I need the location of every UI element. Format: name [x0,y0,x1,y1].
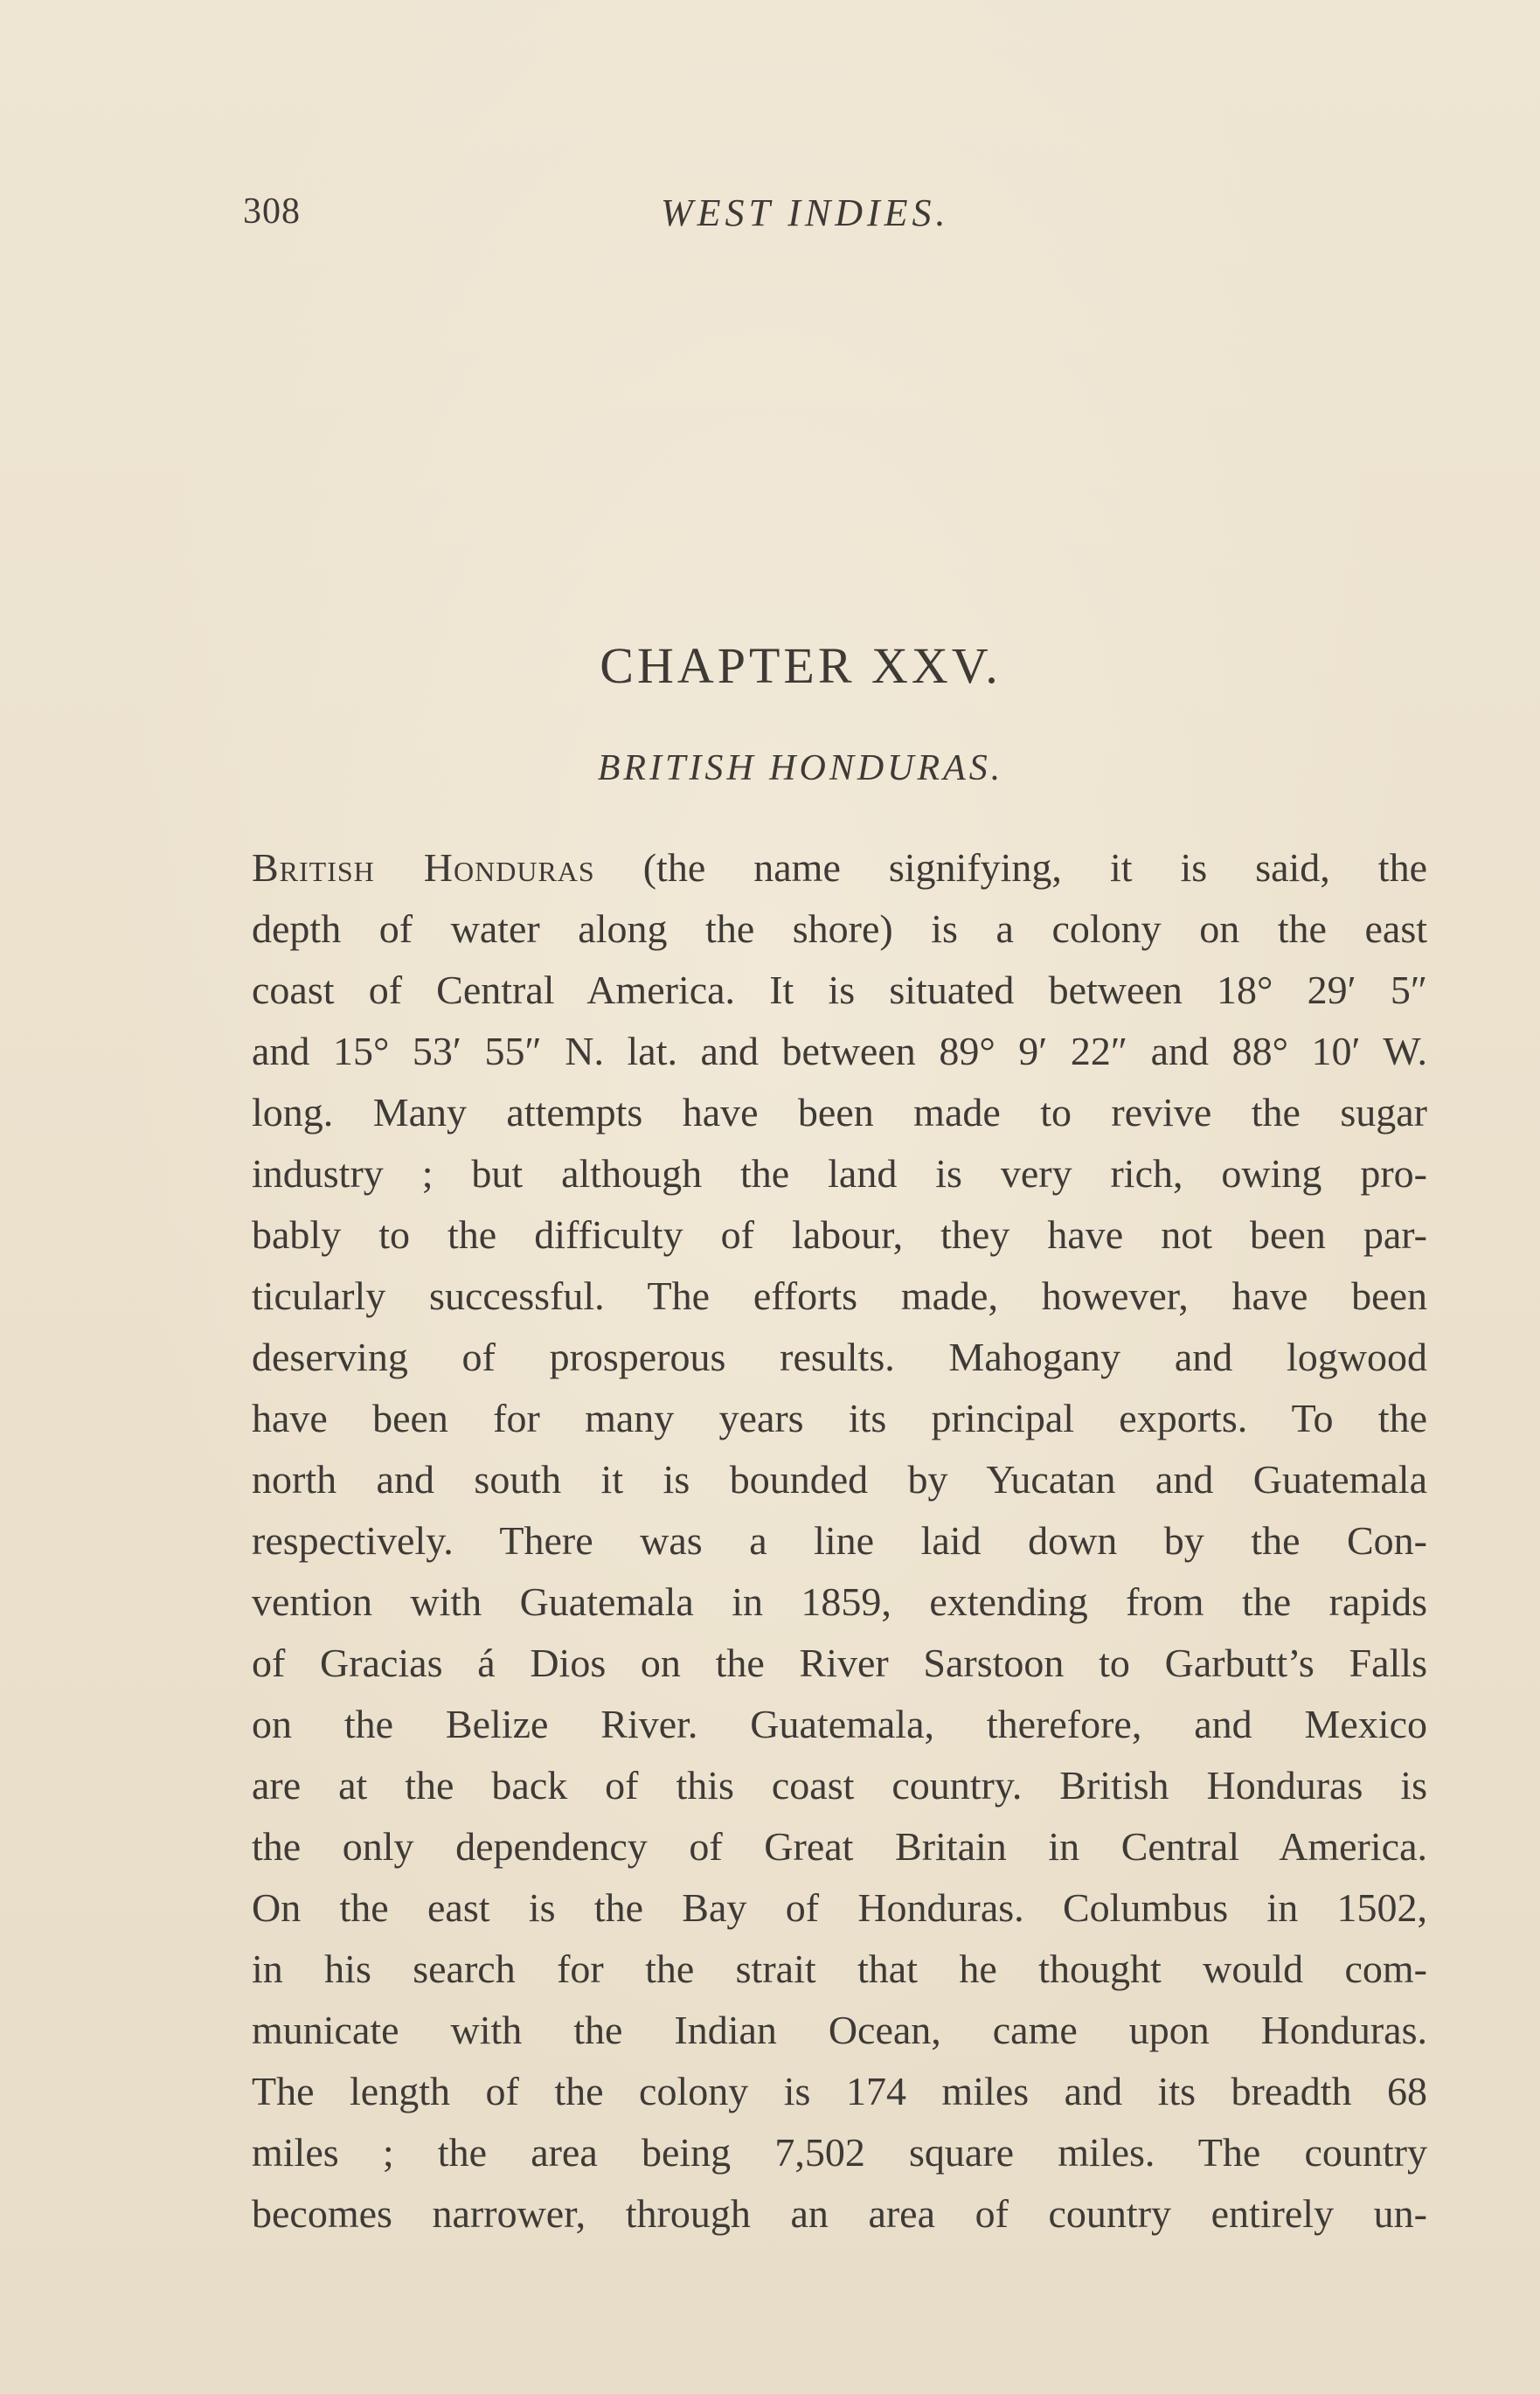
text-line: depth of water along the shore) is a colony on the east [252,906,1427,951]
text-line-content: (the name signifying, it is said, the [594,845,1427,890]
text-line: the only dependency of Great Britain in Central America. [252,1824,1427,1869]
text-line: industry ; but although the land is very rich, owing pro- [252,1151,1427,1196]
text-line: are at the back of this coast country. British Honduras is [252,1763,1427,1808]
text-line: respectively. There was a line laid down by the Con- [252,1518,1427,1563]
text-line: The length of the colony is 174 miles and its breadth 68 [252,2069,1427,2113]
text-line: on the Belize River. Guatemala, therefore, and Mexico [252,1702,1427,1746]
text-line: ticularly successful. The efforts made, however, have been [252,1273,1427,1318]
text-line: municate with the Indian Ocean, came upon Honduras. [252,2008,1427,2052]
text-line: have been for many years its principal exports. To the [252,1396,1427,1440]
text-line: miles ; the area being 7,502 square miles. The country [252,2130,1427,2175]
text-line: vention with Guatemala in 1859, extending from the rapids [252,1579,1427,1624]
text-line: in his search for the strait that he thought would com- [252,1946,1427,1991]
chapter-heading: CHAPTER XXV. [600,637,1002,694]
body-paragraph [252,837,1427,2245]
text-line: north and south it is bounded by Yucatan and Guatemala [252,1457,1427,1502]
running-head [243,191,1432,243]
page-number: 308 [243,191,301,232]
chapter-subtitle: BRITISH HONDURAS. [597,748,1004,788]
text-line: On the east is the Bay of Honduras. Columbus in 1502, [252,1885,1427,1930]
text-line: becomes narrower, through an area of country entirely un- [252,2191,1427,2236]
text-line: coast of Central America. It is situated between 18° 29′ 5″ [252,968,1427,1012]
running-title: WEST INDIES. [661,191,950,234]
text-line: of Gracias á Dios on the River Sarstoon to Garbutt’s Falls [252,1641,1427,1685]
text-line [252,837,1427,899]
text-line: long. Many attempts have been made to revive the sugar [252,1090,1427,1135]
text-line: deserving of prosperous results. Mahogany and logwood [252,1335,1427,1379]
opening-small-caps: British Honduras [252,845,595,890]
text-line: and 15° 53′ 55″ N. lat. and between 89° 9′ 22″ and 88° 10′ W. [252,1029,1427,1073]
text-line: bably to the difficulty of labour, they have not been par- [252,1212,1427,1257]
